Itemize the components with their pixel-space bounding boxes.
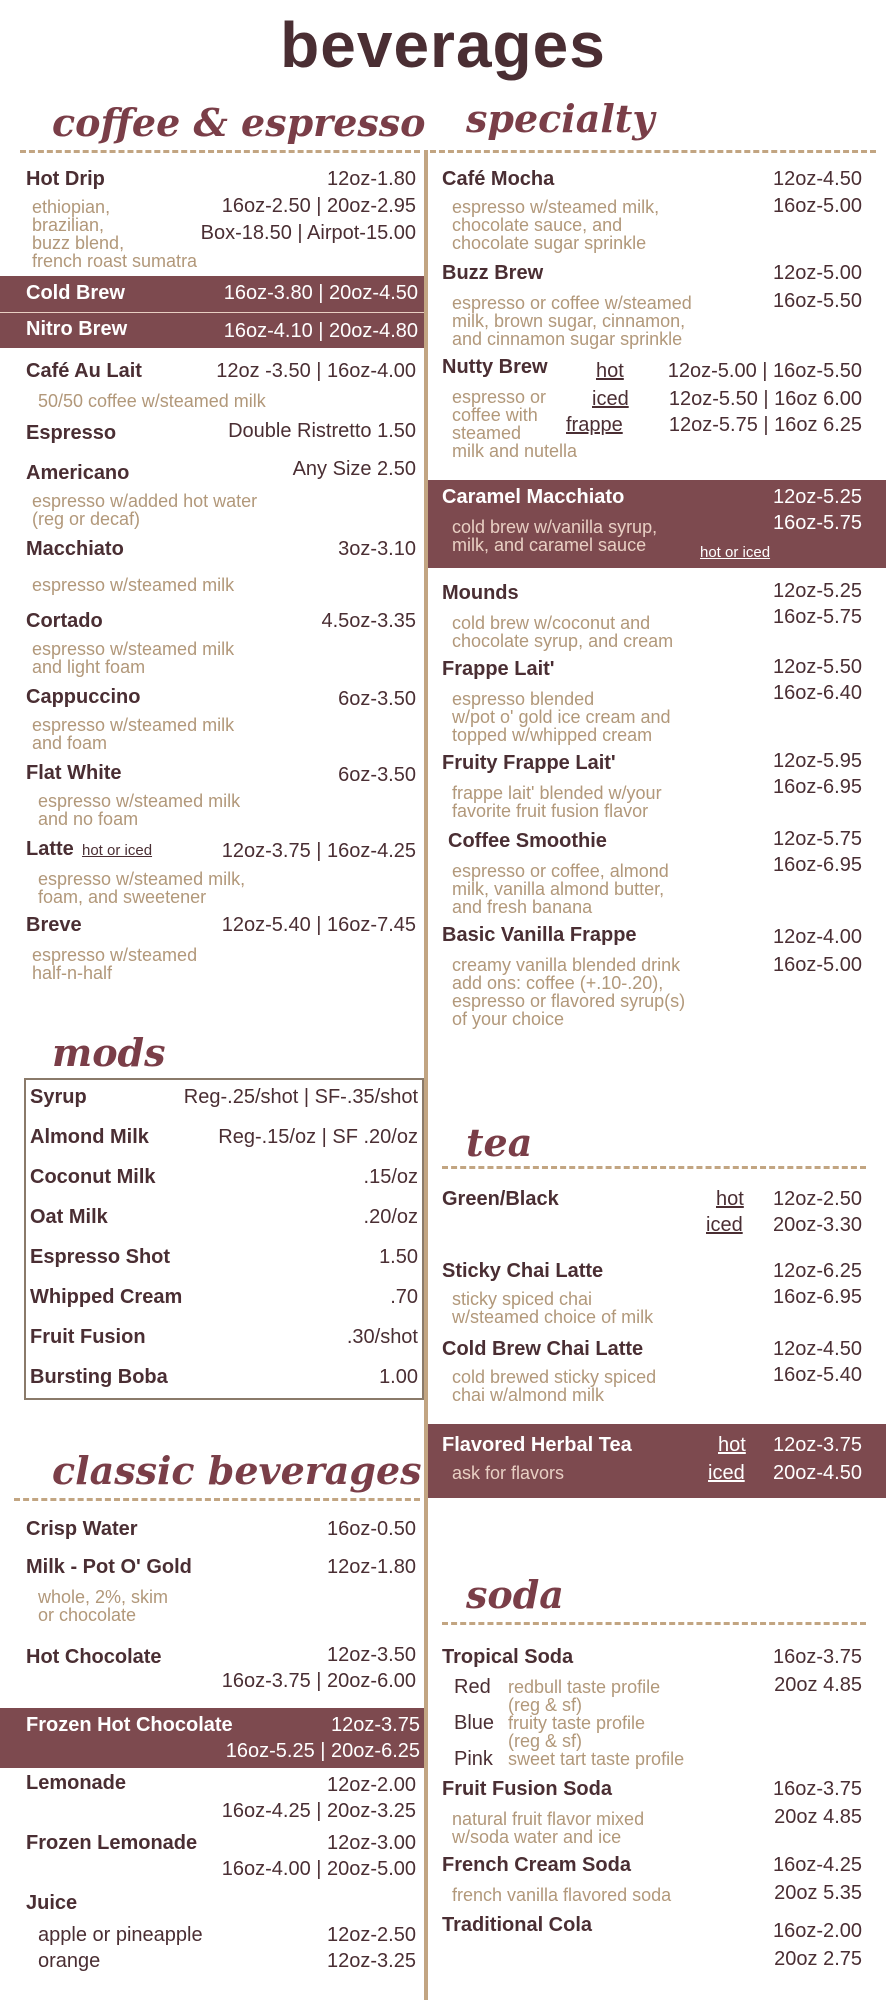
item-price: 6oz-3.50 (338, 688, 416, 710)
item-price: 12oz-2.50 (773, 1188, 862, 1210)
tea-hot-label: hot (718, 1434, 746, 1456)
item-price: 16oz-5.50 (773, 290, 862, 312)
item-name: Fruity Frappe Lait' (442, 752, 616, 774)
item-description: espresso or coffee w/steamed milk, brown sugar, cinnamon, and cinnamon sugar sprinkle (452, 293, 692, 349)
section-heading-mods: mods (52, 1030, 166, 1075)
mod-price: 1.50 (379, 1246, 418, 1268)
item-description: espresso w/added hot water (reg or decaf) (32, 491, 258, 529)
item-price: 12oz-2.50 (327, 1924, 416, 1946)
item-price: 12oz-3.75 | 16oz-4.25 (221, 840, 416, 862)
item-price: 12oz-5.75 | 16oz 6.25 (668, 414, 862, 436)
item-name: Fruit Fusion Soda (442, 1778, 612, 1800)
item-price: 16oz-4.25 (773, 1854, 862, 1876)
nutty-frappe-label: frappe (566, 414, 623, 436)
page-title: beverages (280, 9, 606, 81)
item-name: Lemonade (26, 1772, 127, 1794)
item-name: Nutty Brew (442, 356, 548, 378)
mod-name: Whipped Cream (30, 1286, 183, 1308)
item-description: whole, 2%, skim or chocolate (38, 1587, 169, 1625)
item-price: Box-18.50 | Airpot-15.00 (200, 222, 416, 244)
item-price: 16oz-5.00 (773, 195, 862, 217)
item-name: Hot Chocolate (26, 1646, 162, 1668)
section-rule (20, 150, 420, 153)
item-price: 12oz-3.75 (773, 1434, 862, 1456)
item-price: 4.5oz-3.35 (321, 610, 416, 632)
item-name: Hot Drip (26, 168, 105, 190)
section-heading-specialty: specialty (466, 96, 655, 141)
item-name: Café Au Lait (26, 360, 142, 382)
section-heading-classic: classic beverages (52, 1448, 422, 1493)
section-rule (442, 1166, 866, 1169)
item-name: Caramel Macchiato (442, 486, 625, 508)
item-name: Cortado (26, 610, 103, 632)
item-description: espresso w/steamed milk and no foam (38, 791, 241, 829)
item-name: Macchiato (26, 538, 124, 560)
item-description: espresso w/steamed milk (32, 575, 235, 595)
item-name: Café Mocha (442, 168, 555, 190)
highlight-band (0, 1708, 424, 1768)
item-description: cold brew w/coconut and chocolate syrup, and cream (452, 613, 674, 651)
section-heading-tea: tea (466, 1120, 533, 1165)
item-name: Cappuccino (26, 686, 141, 708)
item-price: 16oz-6.95 (773, 1286, 862, 1308)
item-price: 16oz-4.00 | 20oz-5.00 (221, 1858, 416, 1880)
item-price: 3oz-3.10 (338, 538, 416, 560)
item-name: Juice (26, 1892, 78, 1914)
mod-name: Espresso Shot (30, 1246, 171, 1268)
tea-iced-label: iced (706, 1214, 743, 1236)
item-price: 16oz-3.75 (773, 1646, 862, 1668)
item-price: 16oz-5.40 (773, 1364, 862, 1386)
item-description: french vanilla flavored soda (452, 1885, 672, 1905)
soda-variant-color: Red (454, 1676, 491, 1698)
item-description: espresso w/steamed half-n-half (32, 945, 198, 983)
nutty-iced-label: iced (592, 388, 629, 410)
item-price: 12oz-3.00 (327, 1832, 416, 1854)
item-name: Buzz Brew (442, 262, 544, 284)
item-description: espresso blended w/pot o' gold ice cream and topped w/whipped cream (452, 689, 671, 745)
item-name: Breve (26, 914, 82, 936)
item-description: cold brewed sticky spiced chai w/almond milk (452, 1367, 657, 1405)
item-price: 12oz-3.50 (327, 1644, 416, 1666)
item-price: 12oz-5.25 (773, 580, 862, 602)
highlight-band (0, 276, 424, 348)
item-price: 16oz-6.40 (773, 682, 862, 704)
item-description: frappe lait' blended w/your favorite fruit fusion flavor (452, 783, 662, 821)
item-name: Milk - Pot O' Gold (26, 1556, 192, 1578)
item-description: espresso w/steamed milk and foam (32, 715, 235, 753)
item-name: Crisp Water (26, 1518, 138, 1540)
item-price: 12oz-6.25 (773, 1260, 862, 1282)
mod-price: .20/oz (363, 1206, 418, 1228)
band-rule (0, 312, 424, 313)
item-name: Green/Black (442, 1188, 559, 1210)
mod-price: .30/shot (346, 1326, 418, 1348)
item-description: espresso or coffee, almond milk, vanilla almond butter, and fresh banana (452, 861, 669, 917)
item-price: 20oz 5.35 (774, 1882, 862, 1904)
section-rule (14, 1498, 420, 1501)
item-price: 20oz 4.85 (774, 1806, 862, 1828)
item-description: espresso or coffee with steamed milk and nutella (452, 387, 578, 461)
item-name: Flat White (26, 762, 122, 784)
juice-option: apple or pineapple (38, 1924, 203, 1946)
item-price: 16oz-3.75 (773, 1778, 862, 1800)
item-name: Flavored Herbal Tea (442, 1434, 632, 1456)
item-note: hot or iced (700, 544, 771, 561)
item-price: 12oz-5.50 (773, 656, 862, 678)
item-price: 12oz -3.50 | 16oz-4.00 (216, 360, 416, 382)
item-price: 12oz-5.00 (773, 262, 862, 284)
item-price: 16oz-4.25 | 20oz-3.25 (221, 1800, 416, 1822)
item-description: cold brew w/vanilla syrup, milk, and caramel sauce (452, 517, 658, 555)
item-name: Latte (26, 838, 74, 860)
item-name: Frozen Lemonade (26, 1832, 198, 1854)
item-price: 12oz-1.80 (327, 1556, 416, 1578)
column-divider (424, 150, 428, 2000)
item-price: 12oz-5.50 | 16oz 6.00 (668, 388, 862, 410)
item-description: espresso w/steamed milk, chocolate sauce, and chocolate sugar sprinkle (452, 197, 660, 253)
mod-name: Coconut Milk (30, 1166, 156, 1188)
item-price: 12oz-3.75 (331, 1714, 420, 1736)
item-name: Frappe Lait' (442, 658, 555, 680)
item-price: 16oz-5.25 | 20oz-6.25 (225, 1740, 420, 1762)
section-rule (430, 150, 876, 153)
item-price: 20oz-3.30 (773, 1214, 862, 1236)
item-note: hot or iced (82, 842, 153, 859)
item-name: Frozen Hot Chocolate (26, 1714, 233, 1736)
item-price: 12oz-3.25 (327, 1950, 416, 1972)
item-price: 12oz-4.50 (773, 168, 862, 190)
item-price: 16oz-3.75 | 20oz-6.00 (221, 1670, 416, 1692)
item-price: 20oz-4.50 (773, 1462, 862, 1484)
tea-hot-label: hot (716, 1188, 744, 1210)
soda-variant-desc: sweet tart taste profile (508, 1749, 685, 1769)
item-price: Any Size 2.50 (292, 458, 416, 480)
mods-table (24, 1078, 424, 1400)
mod-price: .70 (390, 1286, 418, 1308)
mod-price: Reg-.15/oz | SF .20/oz (218, 1126, 418, 1148)
item-name: Cold Brew Chai Latte (442, 1338, 644, 1360)
item-price: 12oz-5.25 (773, 486, 862, 508)
mod-price: 1.00 (379, 1366, 418, 1388)
section-heading-soda: soda (466, 1572, 564, 1617)
soda-variant-color: Blue (454, 1712, 495, 1734)
item-name: Traditional Cola (442, 1914, 593, 1936)
highlight-band (428, 1424, 886, 1498)
item-name: Cold Brew (26, 282, 125, 304)
highlight-band (428, 480, 886, 568)
item-name: Nitro Brew (26, 318, 128, 340)
nutty-hot-label: hot (596, 360, 624, 382)
item-price: 16oz-0.50 (327, 1518, 416, 1540)
item-name: Espresso (26, 422, 117, 444)
item-description: creamy vanilla blended drink add ons: coffee (+.10-.20), espresso or flavored syrup(s) of your choice (452, 955, 686, 1029)
soda-variant-color: Pink (454, 1748, 493, 1770)
item-description: 50/50 coffee w/steamed milk (38, 391, 266, 411)
item-price: 16oz-5.00 (773, 954, 862, 976)
mod-name: Bursting Boba (30, 1366, 168, 1388)
item-price: 16oz-3.80 | 20oz-4.50 (223, 282, 418, 304)
item-price: 16oz-6.95 (773, 854, 862, 876)
item-price: 12oz-4.50 (773, 1338, 862, 1360)
item-description: sticky spiced chai w/steamed choice of milk (452, 1289, 654, 1327)
tea-iced-label: iced (708, 1462, 745, 1484)
soda-variant-desc: fruity taste profile (reg & sf) (508, 1713, 646, 1751)
item-price: 20oz 4.85 (774, 1674, 862, 1696)
item-description: natural fruit flavor mixed w/soda water and ice (452, 1809, 645, 1847)
item-price: 12oz-4.00 (773, 926, 862, 948)
item-price: 16oz-5.75 (773, 606, 862, 628)
item-name: French Cream Soda (442, 1854, 631, 1876)
item-price: 12oz-2.00 (327, 1774, 416, 1796)
item-price: 16oz-2.00 (773, 1920, 862, 1942)
juice-option: orange (38, 1950, 101, 1972)
item-name: Sticky Chai Latte (442, 1260, 604, 1282)
item-price: 12oz-5.00 | 16oz-5.50 (667, 360, 862, 382)
item-price: 12oz-1.80 (327, 168, 416, 190)
mod-name: Oat Milk (30, 1206, 108, 1228)
item-name: Americano (26, 462, 130, 484)
item-price: Double Ristretto 1.50 (228, 420, 416, 442)
item-name: Tropical Soda (442, 1646, 574, 1668)
section-heading-coffee: coffee & espresso (52, 100, 426, 145)
item-price: 12oz-5.40 | 16oz-7.45 (221, 914, 416, 936)
item-price: 12oz-5.75 (773, 828, 862, 850)
item-name: Coffee Smoothie (448, 830, 607, 852)
mod-name: Almond Milk (30, 1126, 149, 1148)
item-description: espresso w/steamed milk and light foam (32, 639, 235, 677)
item-price: 16oz-6.95 (773, 776, 862, 798)
item-name: Mounds (442, 582, 519, 604)
item-price: 16oz-4.10 | 20oz-4.80 (223, 320, 418, 342)
item-price: 20oz 2.75 (774, 1948, 862, 1970)
mod-price: Reg-.25/shot | SF-.35/shot (183, 1086, 418, 1108)
item-price: 6oz-3.50 (338, 764, 416, 786)
item-description: ethiopian, brazilian, buzz blend, french roast sumatra (32, 197, 198, 271)
item-name: Basic Vanilla Frappe (442, 924, 637, 946)
mod-name: Syrup (30, 1086, 87, 1108)
item-price: 12oz-5.95 (773, 750, 862, 772)
item-description: espresso w/steamed milk, foam, and sweetener (38, 869, 246, 907)
mod-name: Fruit Fusion (30, 1326, 146, 1348)
item-description: ask for flavors (452, 1463, 565, 1483)
item-price: 16oz-5.75 (773, 512, 862, 534)
soda-variant-desc: redbull taste profile (reg & sf) (508, 1677, 661, 1715)
item-price: 16oz-2.50 | 20oz-2.95 (221, 195, 416, 217)
section-rule (442, 1622, 866, 1625)
mod-price: .15/oz (363, 1166, 418, 1188)
